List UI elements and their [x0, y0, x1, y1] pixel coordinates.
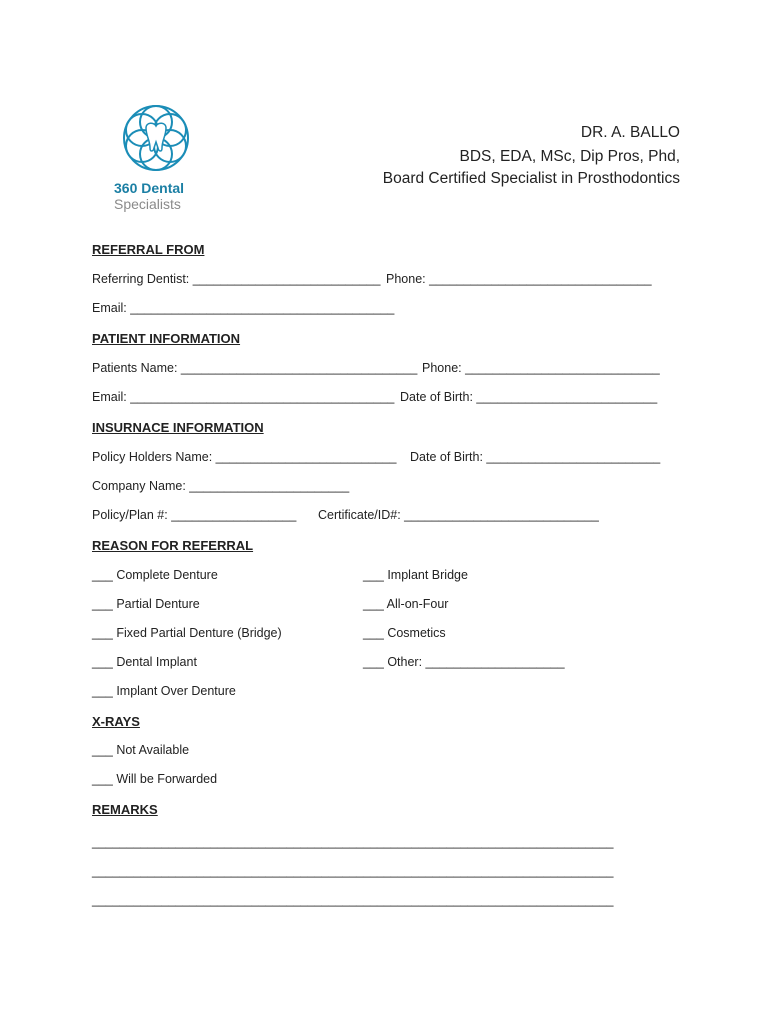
patient-info-heading: PATIENT INFORMATION [92, 331, 241, 346]
reason-option-all-on-four[interactable]: ___ All-on-Four [363, 597, 449, 611]
remarks-line[interactable]: ___________________________________________________________________________ [92, 864, 614, 878]
reason-option-dental-implant[interactable]: ___ Dental Implant [92, 655, 197, 669]
patient-name-field[interactable]: Patients Name: __________________________________ [92, 361, 418, 375]
logo-text-line2: Specialists [114, 196, 181, 212]
reason-option-fixed-partial-denture[interactable]: ___ Fixed Partial Denture (Bridge) [92, 626, 282, 640]
logo-text-line1: 360 Dental [114, 180, 185, 196]
policy-holder-field[interactable]: Policy Holders Name: __________________________ [92, 450, 397, 464]
reason-option-implant-over-denture[interactable]: ___ Implant Over Denture [92, 684, 236, 698]
xrays-heading: X-RAYS [92, 714, 140, 729]
remarks-heading: REMARKS [92, 802, 158, 817]
reason-option-other[interactable]: ___ Other: ____________________ [363, 655, 565, 669]
doctor-title: Board Certified Specialist in Prosthodontics [382, 170, 680, 187]
reason-option-implant-bridge[interactable]: ___ Implant Bridge [363, 568, 468, 582]
doctor-name: DR. A. BALLO [580, 124, 680, 141]
reason-option-cosmetics[interactable]: ___ Cosmetics [363, 626, 446, 640]
reason-heading: REASON FOR REFERRAL [92, 538, 254, 553]
insurance-info-heading: INSURNACE INFORMATION [92, 420, 264, 435]
remarks-line[interactable]: ___________________________________________________________________________ [92, 835, 614, 849]
policy-plan-field[interactable]: Policy/Plan #: __________________ [92, 508, 297, 522]
company-name-field[interactable]: Company Name: _______________________ [92, 479, 350, 493]
patient-phone-field[interactable]: Phone: ____________________________ [422, 361, 660, 375]
referring-dentist-field[interactable]: Referring Dentist: ___________________________ [92, 272, 381, 286]
policy-holder-dob-field[interactable]: Date of Birth: _________________________ [410, 450, 661, 464]
referrer-phone-field[interactable]: Phone: ________________________________ [386, 272, 652, 286]
xray-option-will-be-forwarded[interactable]: ___ Will be Forwarded [92, 772, 218, 786]
doctor-credentials: BDS, EDA, MSc, Dip Pros, Phd, [459, 148, 680, 165]
patient-email-field[interactable]: Email: ______________________________________ [92, 390, 395, 404]
xray-option-not-available[interactable]: ___ Not Available [92, 743, 190, 757]
patient-dob-field[interactable]: Date of Birth: __________________________ [400, 390, 658, 404]
reason-option-complete-denture[interactable]: ___ Complete Denture [92, 568, 218, 582]
reason-option-partial-denture[interactable]: ___ Partial Denture [92, 597, 200, 611]
referral-from-heading: REFERRAL FROM [92, 242, 205, 257]
certificate-id-field[interactable]: Certificate/ID#: ____________________________ [318, 508, 599, 522]
remarks-line[interactable]: ___________________________________________________________________________ [92, 893, 614, 907]
referrer-email-field[interactable]: Email: ______________________________________ [92, 301, 395, 315]
